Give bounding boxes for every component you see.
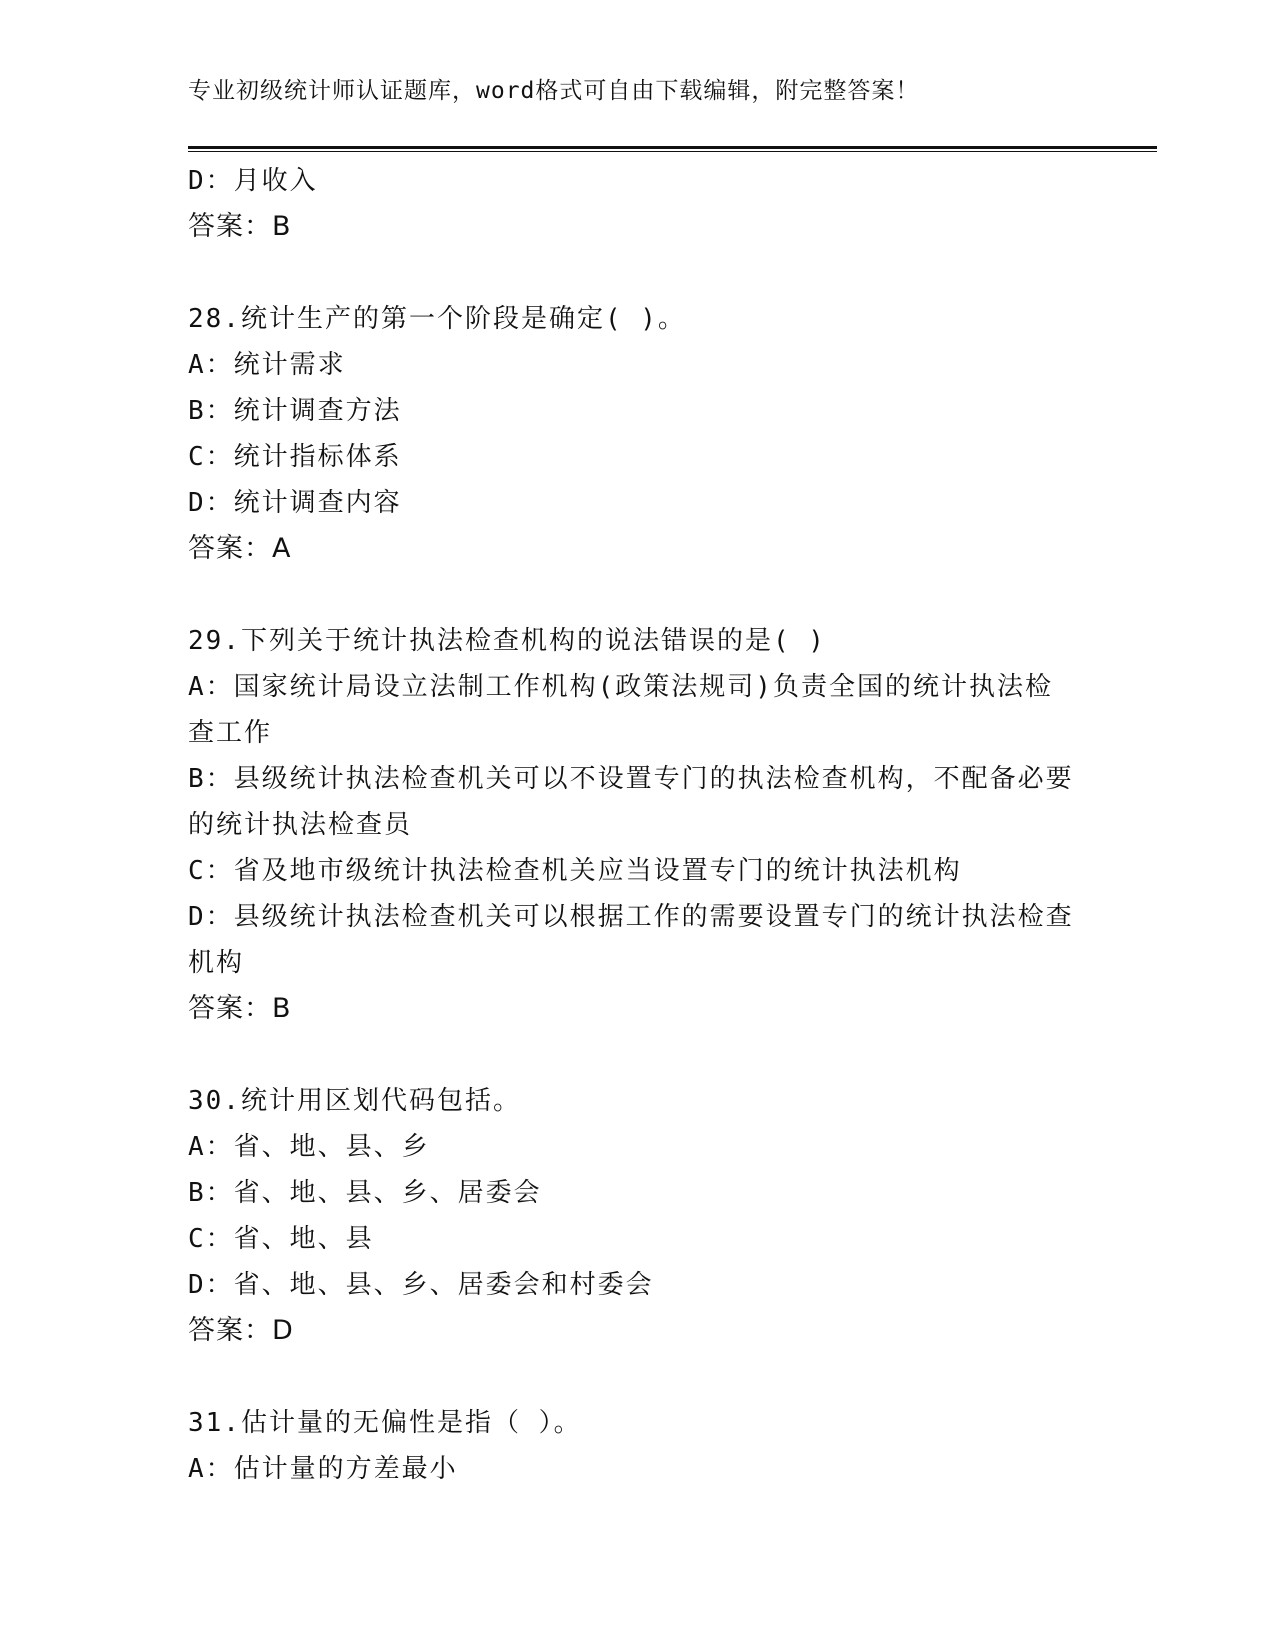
option-a: A：国家统计局设立法制工作机构(政策法规司)负责全国的统计执法检查工作 (188, 672, 1053, 748)
option-b: B：省、地、县、乡、居委会 (188, 1178, 542, 1208)
answer-line: 答案：B (188, 211, 292, 242)
answer-line: 答案：D (188, 1315, 294, 1346)
option-d: D：月收入 (188, 166, 318, 196)
option-d: D：统计调查内容 (188, 488, 402, 518)
option-a: A：统计需求 (188, 350, 346, 380)
spacer (188, 1032, 1088, 1078)
spacer (188, 572, 1088, 618)
option-d: D：县级统计执法检查机关可以根据工作的需要设置专门的统计执法检查机构 (188, 902, 1074, 978)
option-c: C：省、地、县 (188, 1224, 374, 1254)
question-stem: 31.估计量的无偏性是指（ ）。 (188, 1408, 582, 1438)
option-b: B：统计调查方法 (188, 396, 402, 426)
question-stem: 30.统计用区划代码包括。 (188, 1086, 521, 1116)
question-stem: 29.下列关于统计执法检查机构的说法错误的是( ) (188, 626, 826, 656)
question-30 (188, 1078, 1088, 1354)
question-31 (188, 1400, 1088, 1492)
option-a: A：省、地、县、乡 (188, 1132, 430, 1162)
header-divider-thick (188, 146, 1157, 149)
answer-line: 答案：A (188, 533, 292, 564)
question-28 (188, 296, 1088, 572)
option-a: A：估计量的方差最小 (188, 1454, 458, 1484)
option-c: C：统计指标体系 (188, 442, 402, 472)
page-header: 专业初级统计师认证题库，word格式可自由下载编辑，附完整答案！ (188, 78, 920, 104)
question-29 (188, 618, 1088, 1032)
question-stem: 28.统计生产的第一个阶段是确定( )。 (188, 304, 686, 334)
spacer (188, 250, 1088, 296)
header-divider-thin (188, 151, 1157, 152)
option-d: D：省、地、县、乡、居委会和村委会 (188, 1270, 654, 1300)
question-content (188, 158, 1088, 1492)
option-c: C：省及地市级统计执法检查机关应当设置专门的统计执法机构 (188, 856, 962, 886)
option-b: B：县级统计执法检查机关可以不设置专门的执法检查机构，不配备必要的统计执法检查员 (188, 764, 1074, 840)
answer-line: 答案：B (188, 993, 292, 1024)
spacer (188, 1354, 1088, 1400)
